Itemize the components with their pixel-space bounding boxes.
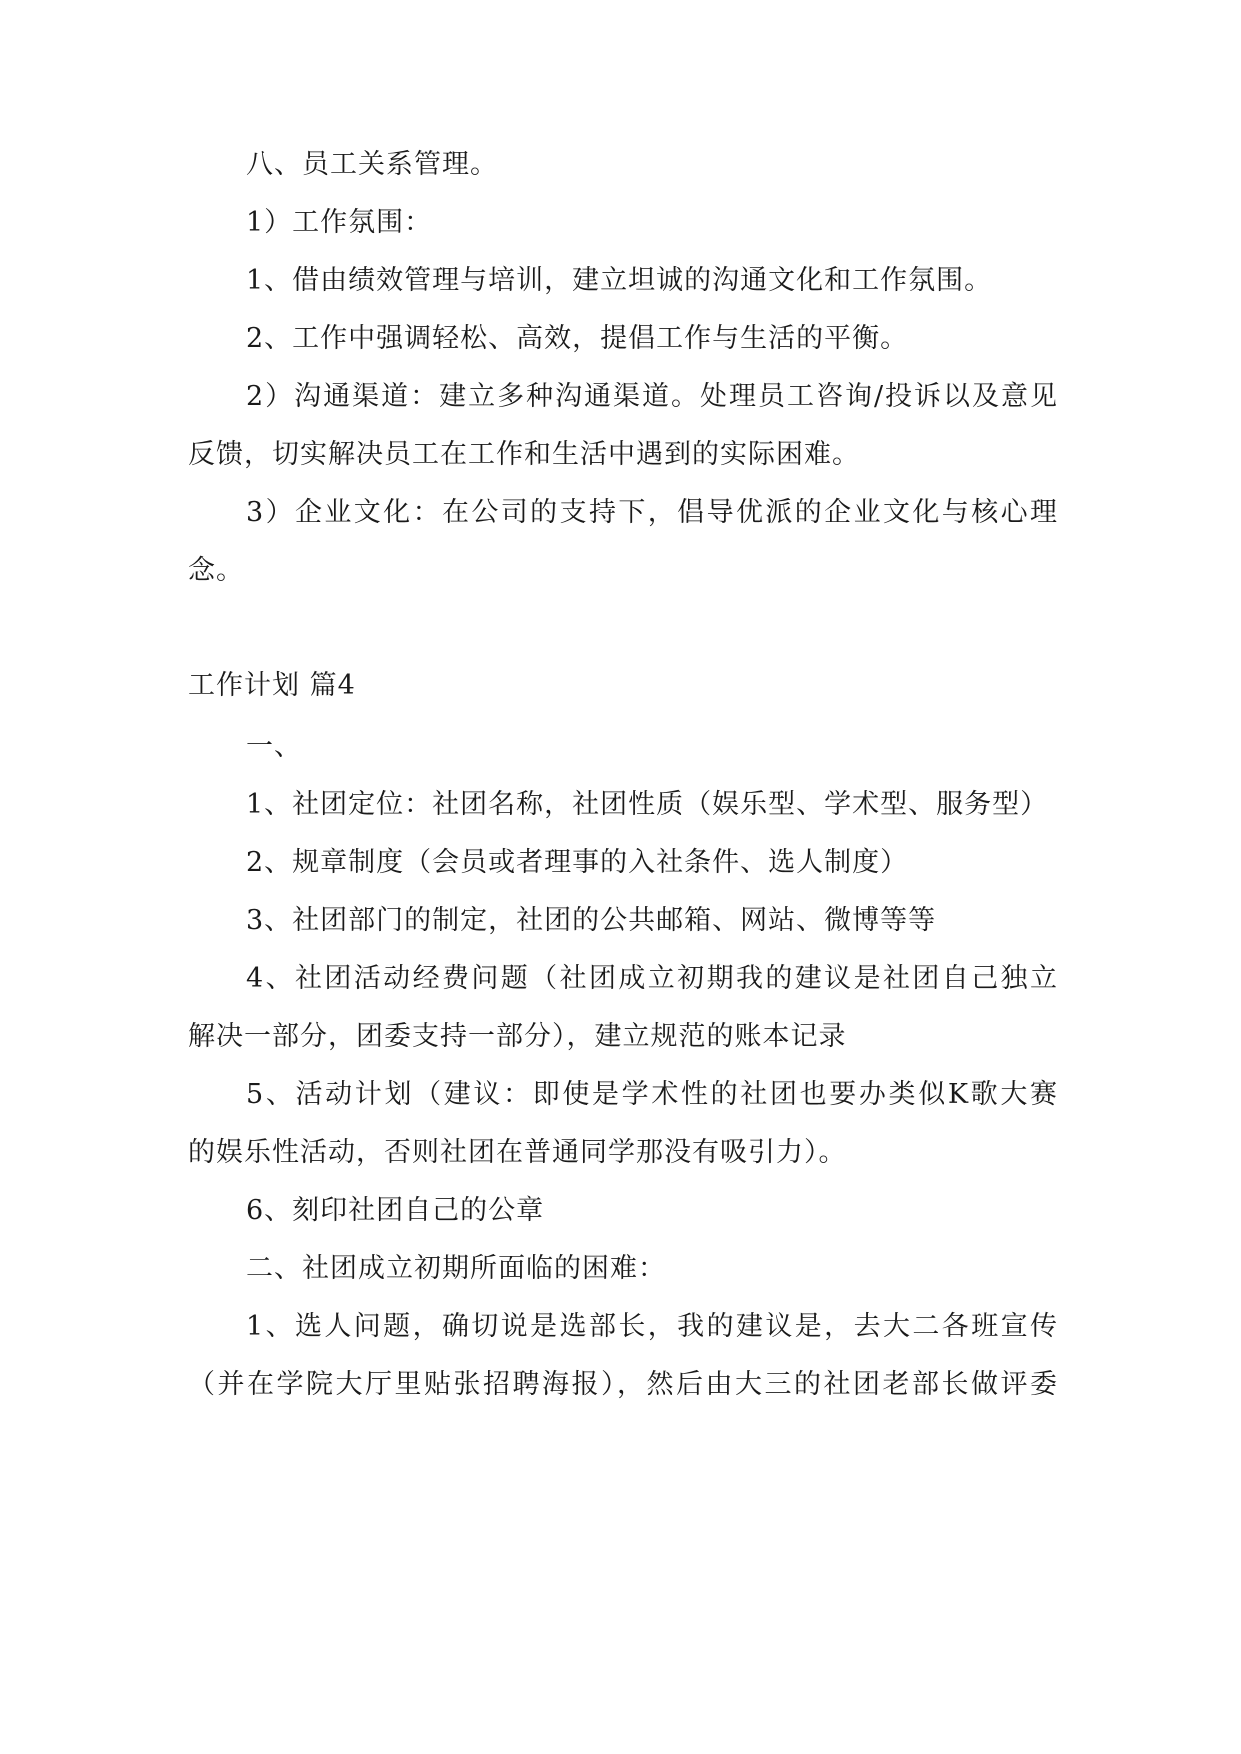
paragraph-line: 2、规章制度（会员或者理事的入社条件、选人制度） (246, 847, 909, 878)
article-title: 工作计划 篇4 (188, 670, 356, 701)
paragraph-line: 的娱乐性活动，否则社团在普通同学那没有吸引力）。 (188, 1137, 847, 1168)
paragraph-line: 5、活动计划（建议：即使是学术性的社团也要办类似K歌大赛 (246, 1079, 1058, 1110)
paragraph-line: （并在学院大厅里贴张招聘海报），然后由大三的社团老部长做评委 (188, 1369, 1058, 1400)
paragraph-line: 1、社团定位：社团名称，社团性质（娱乐型、学术型、服务型） (246, 789, 1049, 820)
paragraph-line: 解决一部分，团委支持一部分），建立规范的账本记录 (188, 1021, 847, 1052)
paragraph-line: 4、社团活动经费问题（社团成立初期我的建议是社团自己独立 (246, 963, 1058, 994)
section-heading-2: 二、社团成立初期所面临的困难： (246, 1253, 666, 1284)
paragraph-line: 3、社团部门的制定，社团的公共邮箱、网站、微博等等 (246, 905, 937, 936)
paragraph-line: 念。 (188, 555, 244, 586)
section-heading-8: 八、员工关系管理。 (246, 149, 498, 180)
paragraph-line: 3）企业文化：在公司的支持下，倡导优派的企业文化与核心理 (246, 497, 1058, 528)
paragraph-line: 反馈，切实解决员工在工作和生活中遇到的实际困难。 (188, 439, 860, 470)
paragraph-line: 1、借由绩效管理与培训，建立坦诚的沟通文化和工作氛围。 (246, 265, 993, 296)
paragraph-line: 6、刻印社团自己的公章 (246, 1195, 545, 1226)
paragraph-line: 2）沟通渠道：建立多种沟通渠道。处理员工咨询/投诉以及意见 (246, 381, 1058, 412)
paragraph-line: 2、工作中强调轻松、高效，提倡工作与生活的平衡。 (246, 323, 909, 354)
section-heading-1: 一、 (246, 731, 302, 762)
subheading-work-atmosphere: 1）工作氛围： (246, 207, 433, 238)
paragraph-line: 1、选人问题，确切说是选部长，我的建议是，去大二各班宣传 (246, 1311, 1058, 1342)
